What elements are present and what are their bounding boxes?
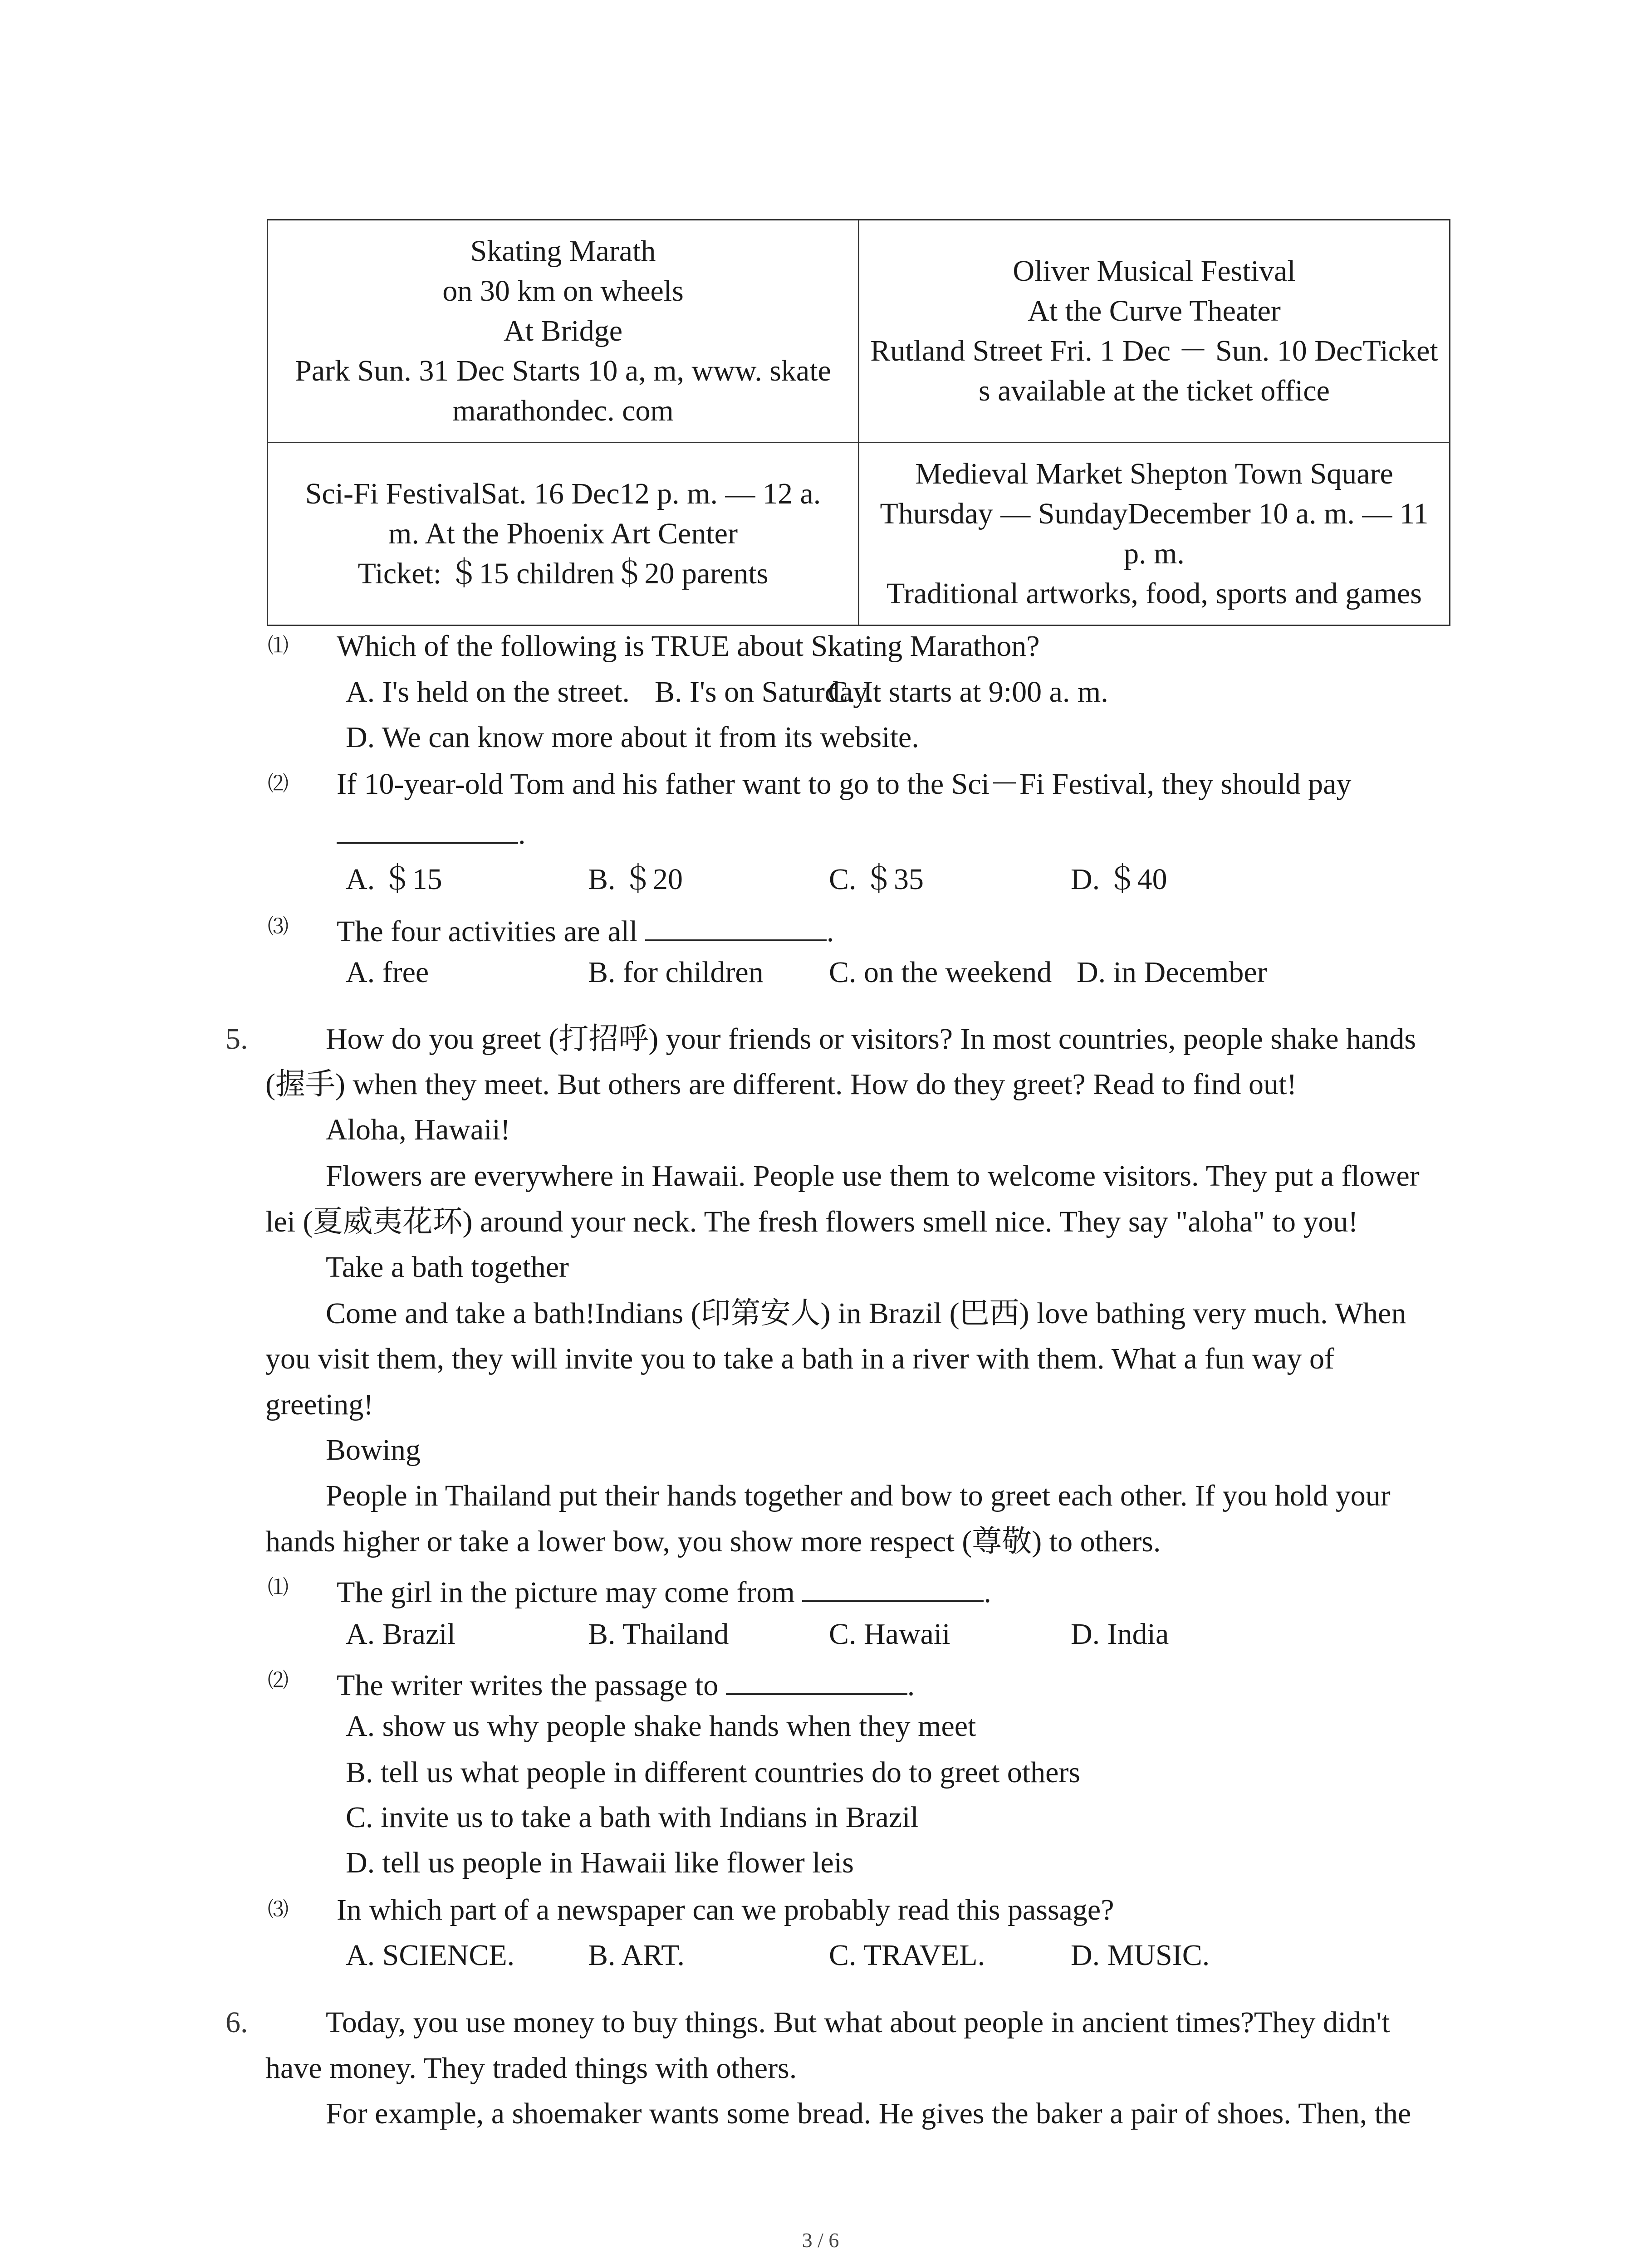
cell-line: Ticket: ＄15 children＄20 parents: [358, 557, 769, 590]
option-b: B. I's on Saturday.: [655, 675, 874, 709]
option-b: B. ART.: [588, 1939, 685, 1972]
question-stem: Which of the following is TRUE about Skating Marathon?: [337, 630, 1040, 663]
event-cell-musical: [859, 220, 1450, 443]
option-c: C. ＄35: [829, 863, 924, 896]
option-d: D. MUSIC.: [1071, 1939, 1210, 1972]
option-c: C. Hawaii: [829, 1618, 950, 1651]
page-number: 3 / 6: [802, 2229, 839, 2252]
cell-line: Thursday — SundayDecember 10 a. m. — 11: [880, 497, 1429, 530]
stem-tail: .: [518, 817, 526, 850]
cell-line: At Bridge: [503, 314, 623, 347]
passage-line: People in Thailand put their hands together and bow to greet each other. If you hold your: [326, 1479, 1391, 1512]
passage-heading: Take a bath together: [326, 1251, 569, 1284]
question-stem: In which part of a newspaper can we probably read this passage?: [337, 1893, 1114, 1926]
cell-line: s available at the ticket office: [979, 374, 1330, 407]
passage-heading: Aloha, Hawaii!: [326, 1113, 510, 1146]
passage-line: Today, you use money to buy things. But what about people in ancient times?They didn't: [326, 2006, 1390, 2039]
event-cell-scifi: [268, 443, 859, 626]
question-stem: [337, 1666, 915, 1701]
option-b: B. Thailand: [588, 1618, 729, 1651]
cell-line: on 30 km on wheels: [442, 274, 684, 308]
events-table: [267, 219, 1450, 626]
passage-line: you visit them, they will invite you to take a bath in a river with them. What a fun way of: [265, 1342, 1334, 1375]
table-row: [268, 220, 1450, 443]
question-number: ⑶: [268, 1897, 289, 1921]
question-number: ⑵: [268, 1668, 289, 1692]
question-number: 6.: [225, 2006, 248, 2039]
answer-blank[interactable]: [726, 1666, 907, 1695]
option-d: D. tell us people in Hawaii like flower leis: [346, 1846, 854, 1879]
option-a: A. Brazil: [346, 1618, 456, 1651]
option-c: C. TRAVEL.: [829, 1939, 985, 1972]
cell-line: m. At the Phoenix Art Center: [388, 517, 738, 550]
cell-line: Oliver Musical Festival: [1013, 254, 1296, 288]
passage-line: lei (夏威夷花环) around your neck. The fresh flowers smell nice. They say "aloha" to you!: [265, 1205, 1358, 1238]
cell-line: Traditional artworks, food, sports and games: [887, 577, 1422, 610]
question-number: ⑵: [268, 771, 289, 796]
answer-blank[interactable]: [337, 815, 518, 844]
stem-tail: .: [907, 1669, 915, 1702]
passage-heading: Bowing: [326, 1433, 421, 1466]
stem-text: The writer writes the passage to: [337, 1669, 719, 1702]
event-cell-skating: [268, 220, 859, 443]
cell-line: p. m.: [1124, 537, 1185, 570]
option-b: B. tell us what people in different countries do to greet others: [346, 1756, 1081, 1789]
option-c: C. on the weekend: [829, 956, 1052, 989]
passage-line: Come and take a bath!Indians (印第安人) in Brazil (巴西) love bathing very much. When: [326, 1297, 1406, 1330]
question-number: 5.: [225, 1022, 248, 1056]
cell-line: Park Sun. 31 Dec Starts 10 a, m, www. skate: [295, 354, 831, 387]
stem-text: The girl in the picture may come from: [337, 1576, 795, 1609]
passage-line: hands higher or take a lower bow, you show more respect (尊敬) to others.: [265, 1525, 1161, 1558]
table-row: [268, 443, 1450, 626]
question-number: ⑶: [268, 914, 289, 938]
cell-line: marathondec. com: [452, 394, 674, 427]
option-d: D. We can know more about it from its website.: [346, 721, 919, 754]
question-stem: [337, 1573, 991, 1608]
event-cell-medieval: [859, 443, 1450, 626]
option-d: D. ＄40: [1071, 863, 1167, 896]
answer-line: [337, 815, 526, 849]
passage-line: greeting!: [265, 1388, 374, 1421]
option-c: C. It starts at 9:00 a. m.: [828, 675, 1108, 709]
option-a: A. I's held on the street.: [346, 675, 630, 709]
answer-blank[interactable]: [802, 1573, 984, 1602]
stem-tail: .: [984, 1576, 991, 1609]
option-b: B. for children: [588, 956, 764, 989]
cell-line: At the Curve Theater: [1028, 294, 1281, 327]
option-a: A. show us why people shake hands when they meet: [346, 1710, 976, 1743]
cell-line: Rutland Street Fri. 1 Dec － Sun. 10 DecTicket: [870, 334, 1438, 367]
answer-blank[interactable]: [645, 912, 827, 941]
passage-line: For example, a shoemaker wants some bread. He gives the baker a pair of shoes. Then, the: [326, 2097, 1411, 2130]
question-number: ⑴: [268, 633, 289, 658]
option-b: B. ＄20: [588, 863, 683, 896]
cell-line: Skating Marath: [470, 235, 656, 268]
question-number: ⑴: [268, 1575, 289, 1599]
cell-line: Medieval Market Shepton Town Square: [915, 457, 1393, 490]
passage-line: Flowers are everywhere in Hawaii. People use them to welcome visitors. They put a flower: [326, 1159, 1420, 1193]
option-a: A. ＄15: [346, 863, 442, 896]
option-c: C. invite us to take a bath with Indians in Brazil: [346, 1801, 919, 1834]
passage-line: How do you greet (打招呼) your friends or visitors? In most countries, people shake hands: [326, 1022, 1416, 1056]
option-a: A. SCIENCE.: [346, 1939, 515, 1972]
stem-text: The four activities are all: [337, 915, 638, 948]
option-d: D. India: [1071, 1618, 1169, 1651]
passage-line: have money. They traded things with others.: [265, 2052, 797, 2085]
option-d: D. in December: [1077, 956, 1267, 989]
cell-line: Sci-Fi FestivalSat. 16 Dec12 p. m. — 12 a.: [305, 477, 821, 510]
option-a: A. free: [346, 956, 429, 989]
question-stem: [337, 912, 834, 947]
passage-line: (握手) when they meet. But others are different. How do they greet? Read to find out!: [265, 1068, 1297, 1101]
question-stem: If 10-year-old Tom and his father want to go to the Sci－Fi Festival, they should pay: [337, 767, 1352, 801]
stem-tail: .: [826, 915, 834, 948]
